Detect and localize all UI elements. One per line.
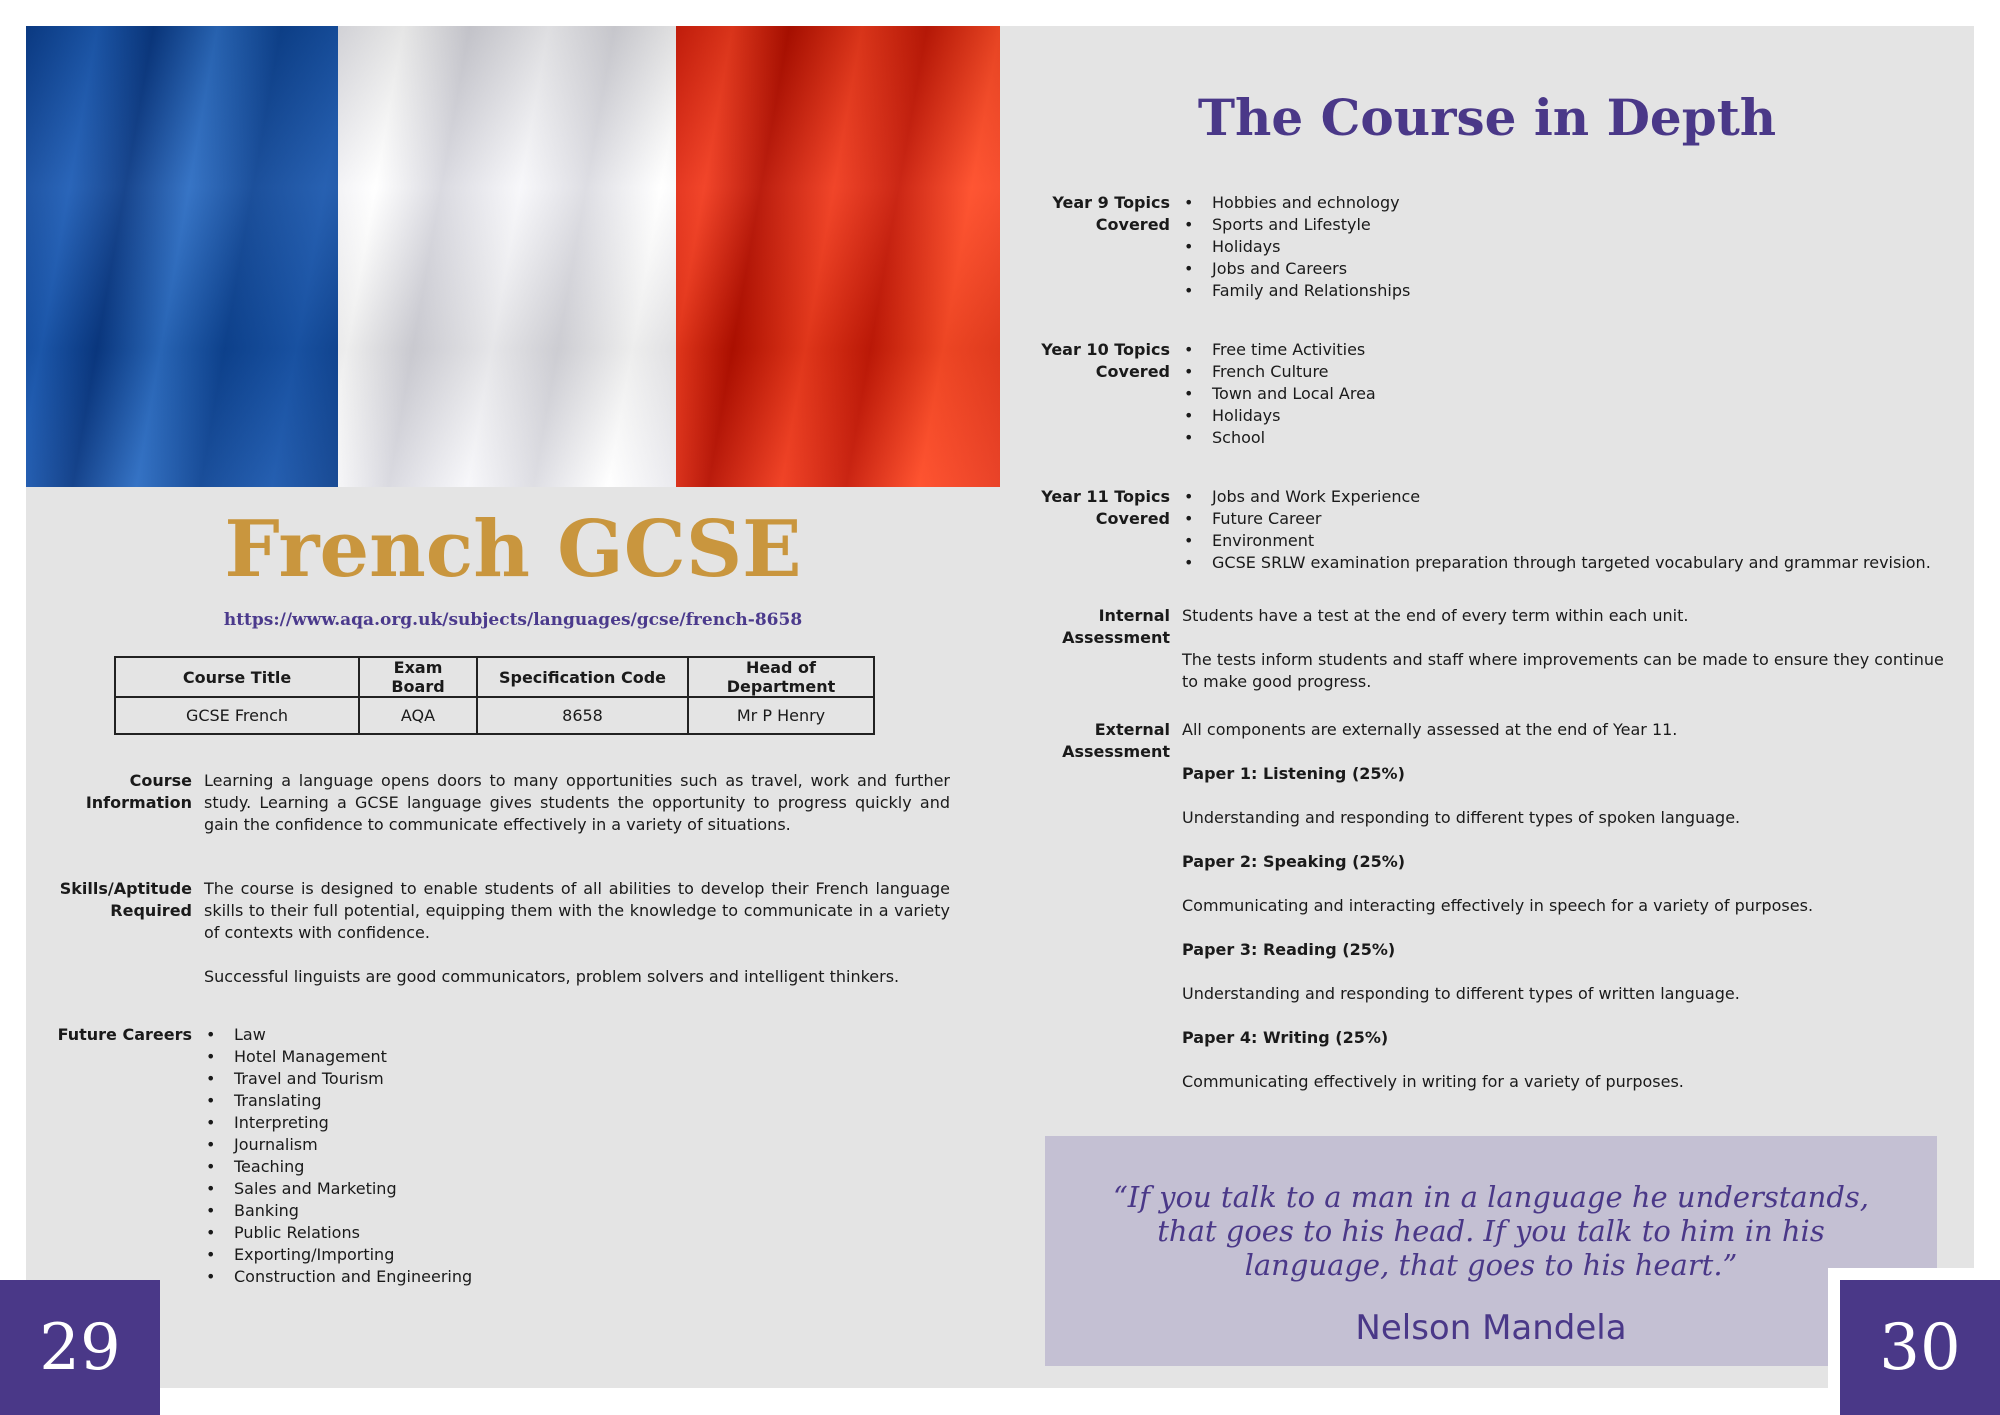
- section-label: Year 9 Topics Covered: [1052, 193, 1170, 234]
- list-item: • Future Career: [1182, 508, 1960, 530]
- skills-section: [26, 878, 950, 1010]
- section-label: External Assessment: [1062, 720, 1170, 761]
- course-url-link[interactable]: https://www.aqa.org.uk/subjects/languages/gcse/french-8658: [223, 610, 803, 630]
- table-cell: AQA: [359, 697, 477, 734]
- page-number-right: 30: [1840, 1280, 2000, 1415]
- quote-text: “If you talk to a man in a language he understands, that goes to his head. If you talk to him in his language, that goes to his heart.”: [1112, 1180, 1870, 1282]
- table-header: Course Title: [115, 657, 359, 697]
- quote-box: [1045, 1136, 1937, 1366]
- page-number-left: 29: [0, 1280, 160, 1415]
- table-cell: 8658: [477, 697, 688, 734]
- course-information-text: Learning a language opens doors to many opportunities such as travel, work and further study. Learning a GCSE language gives students the opportunity to progress quickly and gain the confidence to communicate effectively in a variety of situations.: [204, 771, 950, 834]
- list-item: • Town and Local Area: [1182, 383, 1960, 405]
- year9-section: [1000, 192, 1960, 302]
- future-careers-section: [26, 1024, 950, 1288]
- section-label: Year 10 Topics Covered: [1041, 340, 1170, 381]
- section-label: Course Information: [85, 771, 192, 812]
- table-header: Exam Board: [359, 657, 477, 697]
- table-row: [115, 697, 874, 734]
- list-item: • Law: [204, 1024, 950, 1046]
- list-item: • Teaching: [204, 1156, 950, 1178]
- list-item: • Travel and Tourism: [204, 1068, 950, 1090]
- list-item: • Construction and Engineering: [204, 1266, 950, 1288]
- paper-description: Understanding and responding to different types of spoken language.: [1182, 808, 1741, 827]
- careers-list: [204, 1024, 950, 1288]
- list-item: • Sales and Marketing: [204, 1178, 950, 1200]
- course-information-section: [26, 770, 950, 836]
- topics-list: [1182, 339, 1960, 449]
- topics-list: [1182, 192, 1960, 302]
- paper-title: Paper 3: Reading (25%): [1182, 940, 1396, 959]
- section-heading: The Course in Depth: [1197, 88, 1777, 147]
- paper-description: Communicating effectively in writing for a variety of purposes.: [1182, 1072, 1684, 1091]
- french-flag-image: [26, 26, 1000, 487]
- table-header: Head of Department: [688, 657, 874, 697]
- assessment-text: All components are externally assessed at the end of Year 11.: [1182, 720, 1678, 739]
- assessment-text: Students have a test at the end of every term within each unit.: [1182, 606, 1689, 625]
- list-item: • Family and Relationships: [1182, 280, 1960, 302]
- list-item: • Sports and Lifestyle: [1182, 214, 1960, 236]
- internal-assessment-section: [1000, 605, 1960, 715]
- table-header: Specification Code: [477, 657, 688, 697]
- paper-title: Paper 4: Writing (25%): [1182, 1028, 1389, 1047]
- list-item: • Free time Activities: [1182, 339, 1960, 361]
- section-label: Year 11 Topics Covered: [1041, 487, 1170, 528]
- list-item: • Interpreting: [204, 1112, 950, 1134]
- paper-title: Paper 2: Speaking (25%): [1182, 852, 1406, 871]
- list-item: • Public Relations: [204, 1222, 950, 1244]
- list-item: • Translating: [204, 1090, 950, 1112]
- external-assessment-section: [1000, 719, 1960, 1115]
- list-item: • Jobs and Careers: [1182, 258, 1960, 280]
- list-item: • School: [1182, 427, 1960, 449]
- list-item: • Holidays: [1182, 236, 1960, 258]
- list-item: • Jobs and Work Experience: [1182, 486, 1960, 508]
- topics-list: [1182, 486, 1960, 574]
- table-header-row: [115, 657, 874, 697]
- assessment-text: The tests inform students and staff where improvements can be made to ensure they continue to make good progress.: [1182, 650, 1944, 691]
- right-page: [1000, 26, 1974, 1388]
- section-label: Internal Assessment: [1062, 606, 1170, 647]
- year11-section: [1000, 486, 1960, 574]
- list-item: • Journalism: [204, 1134, 950, 1156]
- year10-section: [1000, 339, 1960, 449]
- table-cell: Mr P Henry: [688, 697, 874, 734]
- table-cell: GCSE French: [115, 697, 359, 734]
- list-item: • GCSE SRLW examination preparation through targeted vocabulary and grammar revision.: [1182, 552, 1960, 574]
- list-item: • Exporting/Importing: [204, 1244, 950, 1266]
- list-item: • Holidays: [1182, 405, 1960, 427]
- paper-description: Understanding and responding to different types of written language.: [1182, 984, 1740, 1003]
- list-item: • Hotel Management: [204, 1046, 950, 1068]
- quote-author: Nelson Mandela: [1355, 1308, 1627, 1348]
- section-label: Skills/Aptitude Required: [59, 879, 192, 920]
- section-label: Future Careers: [57, 1025, 192, 1044]
- list-item: • Banking: [204, 1200, 950, 1222]
- course-info-table: [114, 656, 875, 735]
- paper-description: Communicating and interacting effectively in speech for a variety of purposes.: [1182, 896, 1814, 915]
- list-item: • Environment: [1182, 530, 1960, 552]
- page-title: French GCSE: [224, 504, 802, 595]
- left-page: [26, 26, 1000, 1388]
- list-item: • French Culture: [1182, 361, 1960, 383]
- skills-text: The course is designed to enable students of all abilities to develop their French language skills to their full potential, equipping them with the knowledge to communicate in a variety of contexts with confidence.: [204, 879, 950, 942]
- list-item: • Hobbies and echnology: [1182, 192, 1960, 214]
- skills-text: Successful linguists are good communicators, problem solvers and intelligent thinkers.: [204, 967, 900, 986]
- paper-title: Paper 1: Listening (25%): [1182, 764, 1405, 783]
